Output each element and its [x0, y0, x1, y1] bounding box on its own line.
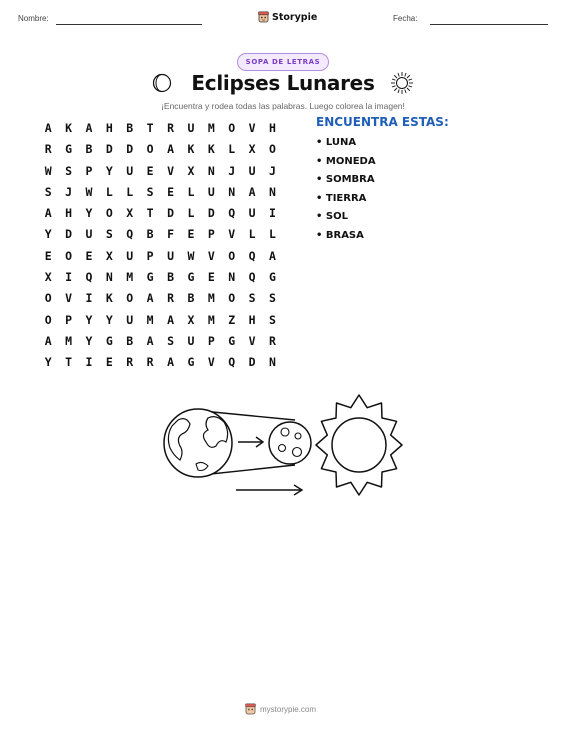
grid-cell: S [269, 291, 276, 306]
grid-cell: Y [85, 333, 93, 348]
arrow-right-icon [238, 437, 263, 447]
grid-cell: G [187, 270, 195, 285]
grid-cell: W [85, 184, 93, 199]
grid-cell: Y [105, 312, 113, 327]
grid-cell: H [65, 206, 73, 221]
grid-cell: U [126, 163, 134, 178]
grid-cell: D [126, 142, 134, 157]
grid-cell: E [207, 270, 215, 285]
word-item: • TIERRA [316, 192, 367, 204]
grid-cell: X [126, 206, 134, 221]
grid-cell: U [167, 248, 174, 263]
grid-cell: M [146, 312, 154, 327]
grid-cell: Q [248, 270, 256, 285]
eclipse-illustration [160, 390, 410, 505]
word-list [316, 115, 449, 246]
grid-cell: H [105, 121, 113, 135]
grid-cell: F [167, 227, 174, 242]
grid-cell: U [126, 248, 134, 263]
instructions: ¡Encuentra y rodea todas las palabras. Luego colorea la imagen! [161, 101, 405, 111]
grid-cell: M [207, 291, 215, 306]
grid-cell: V [228, 227, 236, 242]
grid-cell: U [187, 333, 195, 348]
grid-cell: B [187, 291, 195, 306]
grid-cell: H [269, 121, 276, 135]
moon-icon [269, 422, 311, 464]
grid-cell: Z [228, 312, 236, 327]
grid-cell: I [269, 206, 276, 221]
grid-cell: B [126, 333, 134, 348]
grid-cell: Q [126, 227, 134, 242]
grid-cell: X [44, 270, 52, 285]
footer [245, 703, 316, 715]
grid-cell: J [65, 184, 73, 199]
grid-cell: R [126, 355, 134, 370]
date-line [430, 24, 548, 25]
grid-cell: Y [44, 355, 52, 370]
grid-cell: A [248, 184, 256, 199]
word-item: • MONEDA [316, 155, 376, 167]
grid-cell: K [187, 142, 195, 157]
grid-cell: B [146, 227, 154, 242]
grid-cell: L [187, 206, 195, 221]
grid-cell: Y [85, 206, 93, 221]
grid-cell: A [44, 206, 52, 221]
name-line [56, 24, 202, 25]
grid-cell: E [167, 184, 174, 199]
sun-icon [390, 71, 414, 95]
grid-cell: U [248, 163, 256, 178]
grid-cell: O [105, 206, 113, 221]
name-label: Nombre: [18, 14, 49, 23]
arrow-right-icon [236, 485, 302, 495]
grid-cell: O [126, 291, 134, 306]
sun-icon [316, 395, 402, 495]
grid-cell: M [207, 121, 215, 135]
word-item: • SOMBRA [316, 174, 375, 186]
grid-cell: S [65, 163, 73, 178]
grid-cell: I [65, 270, 73, 285]
grid-cell: D [248, 355, 256, 370]
grid-cell: P [65, 312, 73, 327]
grid-cell: R [167, 291, 174, 306]
earth-icon [164, 409, 232, 477]
grid-cell: U [207, 184, 215, 199]
category-badge: SOPA DE LETRAS [237, 53, 329, 71]
grid-cell: O [228, 291, 236, 306]
grid-cell: U [126, 312, 134, 327]
page-title: Eclipses Lunares [191, 71, 375, 95]
word-item: • BRASA [316, 229, 364, 241]
grid-cell: T [65, 355, 73, 370]
grid-cell: A [146, 333, 154, 348]
grid-cell: B [167, 270, 174, 285]
grid-cell: P [207, 227, 215, 242]
grid-cell: E [85, 248, 93, 263]
grid-cell: Y [44, 227, 52, 242]
grid-cell: E [105, 355, 113, 370]
grid-cell: S [105, 227, 113, 242]
date-label: Fecha: [393, 14, 418, 23]
grid-cell: P [85, 163, 93, 178]
grid-cell: N [269, 355, 276, 370]
grid-cell: S [146, 184, 154, 199]
word-item: • SOL [316, 211, 348, 223]
grid-cell: L [269, 227, 276, 242]
grid-cell: K [105, 291, 113, 306]
grid-cell: G [146, 270, 154, 285]
grid-cell: A [44, 121, 52, 135]
brand-name: Storypie [272, 11, 318, 23]
grid-cell: N [105, 270, 113, 285]
grid-cell: V [207, 248, 215, 263]
grid-cell: V [167, 163, 174, 178]
grid-cell: M [126, 270, 134, 285]
grid-cell: E [146, 163, 154, 178]
grid-cell: V [207, 355, 215, 370]
storypie-logo-icon [245, 703, 256, 715]
grid-cell: S [248, 291, 256, 306]
grid-cell: A [167, 355, 174, 370]
grid-cell: V [65, 291, 73, 306]
grid-cell: K [65, 121, 73, 135]
grid-cell: O [44, 291, 52, 306]
grid-cell: L [248, 227, 256, 242]
grid-cell: D [105, 142, 113, 157]
grid-cell: J [228, 163, 236, 178]
grid-cell: O [269, 142, 276, 157]
grid-cell: B [85, 142, 93, 157]
grid-cell: B [126, 121, 134, 135]
grid-cell: X [105, 248, 113, 263]
grid-cell: G [105, 333, 113, 348]
brand [258, 11, 317, 23]
grid-cell: J [269, 163, 276, 178]
grid-cell: A [44, 333, 52, 348]
grid-cell: E [44, 248, 52, 263]
grid-cell: Q [85, 270, 93, 285]
grid-cell: N [228, 184, 236, 199]
storypie-logo-icon [258, 11, 269, 23]
grid-cell: R [167, 121, 174, 135]
word-item: • LUNA [316, 137, 357, 148]
grid-cell: O [44, 312, 52, 327]
grid-cell: P [207, 333, 215, 348]
grid-cell: G [187, 355, 195, 370]
grid-cell: D [65, 227, 73, 242]
grid-cell: Y [105, 163, 113, 178]
grid-cell: G [65, 142, 73, 157]
grid-cell: U [187, 121, 195, 135]
grid-cell: I [85, 355, 93, 370]
grid-cell: A [269, 248, 276, 263]
grid-cell: N [207, 163, 215, 178]
grid-cell: L [126, 184, 134, 199]
grid-cell: S [167, 333, 174, 348]
grid-cell: Y [85, 312, 93, 327]
grid-cell: G [269, 270, 276, 285]
grid-cell: D [167, 206, 174, 221]
grid-cell: Q [228, 355, 236, 370]
grid-cell: D [207, 206, 215, 221]
grid-cell: S [269, 312, 276, 327]
grid-cell: A [146, 291, 154, 306]
date-field [393, 14, 417, 23]
grid-cell: G [228, 333, 236, 348]
grid-cell: O [146, 142, 154, 157]
name-field [18, 14, 49, 23]
grid-cell: L [105, 184, 113, 199]
grid-cell: O [65, 248, 73, 263]
grid-cell: A [167, 142, 174, 157]
grid-cell: P [146, 248, 154, 263]
grid-cell: N [269, 184, 276, 199]
grid-cell: U [248, 206, 256, 221]
grid-cell: V [248, 333, 256, 348]
grid-cell: M [207, 312, 215, 327]
title-row [0, 71, 566, 95]
grid-cell: L [187, 184, 195, 199]
grid-cell: A [167, 312, 174, 327]
grid-cell: X [248, 142, 256, 157]
word-list-heading: ENCUENTRA ESTAS: [316, 115, 449, 129]
grid-cell: W [44, 163, 52, 178]
grid-cell: H [248, 312, 256, 327]
grid-cell: O [228, 121, 236, 135]
footer-url: mystorypie.com [260, 704, 317, 714]
grid-cell: O [228, 248, 236, 263]
grid-cell: K [207, 142, 215, 157]
letter-grid [38, 118, 283, 374]
grid-cell: V [248, 121, 256, 135]
grid-cell: N [228, 270, 236, 285]
grid-cell: X [187, 312, 195, 327]
grid-cell: T [146, 121, 154, 135]
grid-cell: U [85, 227, 93, 242]
grid-cell: X [187, 163, 195, 178]
grid-cell: Q [228, 206, 236, 221]
grid-cell: I [85, 291, 93, 306]
moon-icon [152, 73, 172, 93]
grid-cell: R [269, 333, 276, 348]
grid-cell: R [146, 355, 154, 370]
grid-cell: Q [248, 248, 256, 263]
grid-cell: R [44, 142, 52, 157]
grid-cell: W [187, 248, 195, 263]
grid-cell: T [146, 206, 154, 221]
grid-cell: A [85, 121, 93, 135]
grid-cell: E [187, 227, 195, 242]
grid-cell: S [44, 184, 52, 199]
grid-cell: L [228, 142, 236, 157]
grid-cell: M [65, 333, 73, 348]
